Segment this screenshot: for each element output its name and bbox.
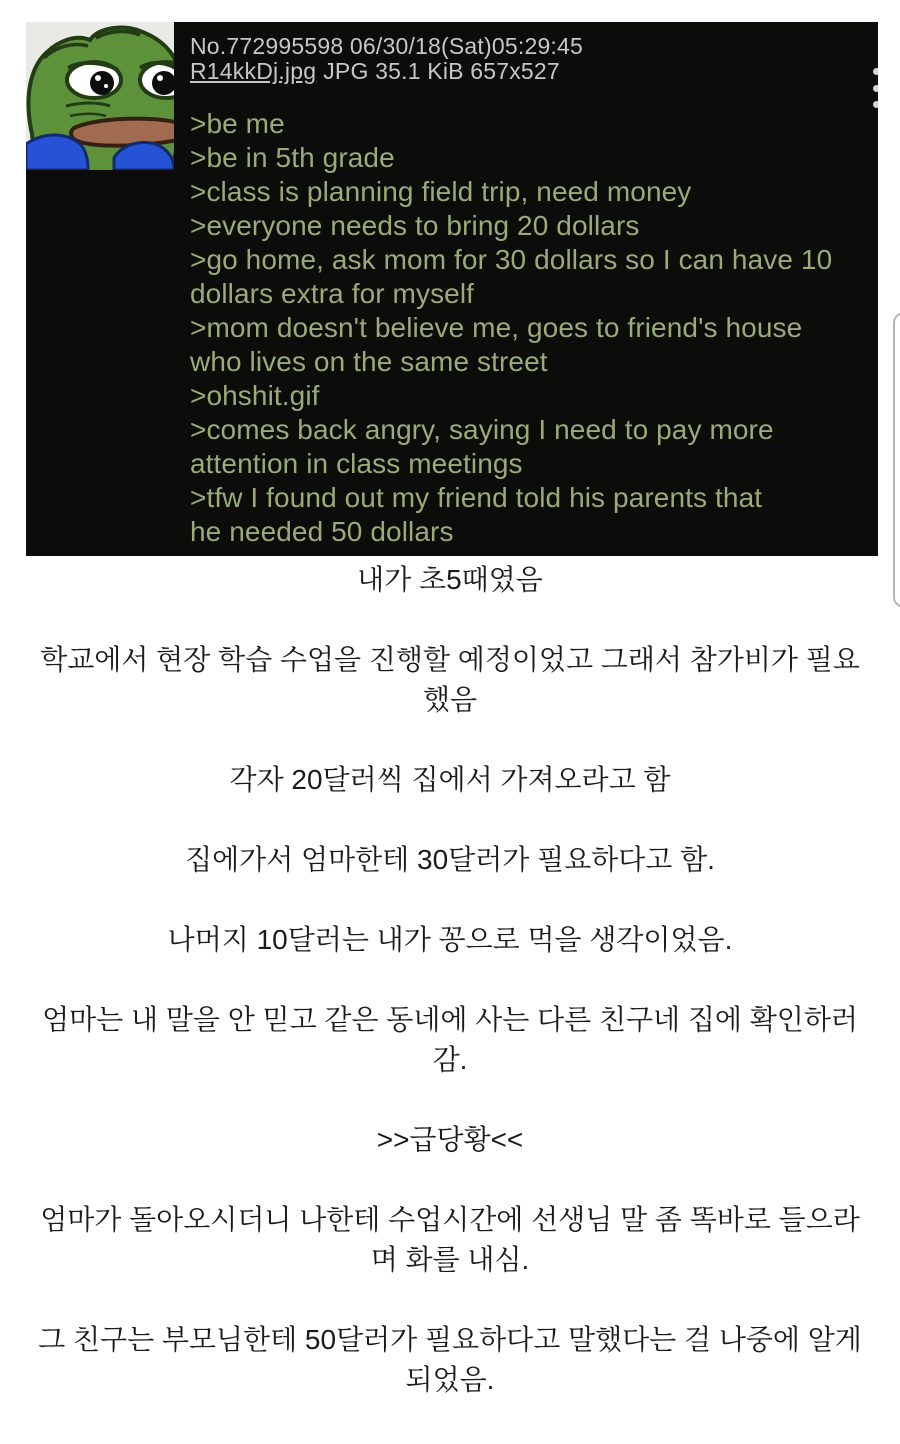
- greentext-line: dollars extra for myself: [190, 278, 475, 309]
- translation-paragraph: [0, 840, 900, 880]
- greentext-line: >ohshit.gif: [190, 380, 320, 411]
- translation-line: 되었음.: [405, 1364, 495, 1395]
- greentext-line: attention in class meetings: [190, 448, 523, 479]
- file-info: JPG 35.1 KiB 657x527: [323, 58, 560, 84]
- translation-line: 했음: [422, 684, 478, 715]
- post-number-timestamp: No.772995598 06/30/18(Sat)05:29:45: [190, 33, 584, 59]
- post-file-line: [190, 59, 583, 84]
- kebab-menu-icon[interactable]: [866, 68, 878, 108]
- translation-paragraph: [0, 560, 900, 600]
- greentext-line: >comes back angry, saying I need to pay more: [190, 414, 774, 445]
- greentext-line: >mom doesn't believe me, goes to friend's house: [190, 312, 803, 343]
- file-link[interactable]: R14kkDj.jpg: [190, 58, 317, 84]
- greentext-line: >class is planning field trip, need money: [190, 176, 692, 207]
- sad-pepe-icon: [26, 22, 174, 170]
- translation-line: 엄마가 돌아오시더니 나한테 수업시간에 선생님 말 좀 똑바로 들으라: [40, 1204, 860, 1235]
- greentext-line: >be in 5th grade: [190, 142, 395, 173]
- greentext-line: >be me: [190, 108, 285, 139]
- translation-line: 감.: [432, 1044, 468, 1075]
- translation-line: 며 화를 내심.: [370, 1244, 530, 1275]
- translation-line: 각자 20달러씩 집에서 가져오라고 함: [229, 764, 671, 795]
- translation-paragraph: [0, 760, 900, 800]
- post-header: [190, 34, 583, 84]
- translation-paragraph: [0, 1120, 900, 1160]
- greentext-line: he needed 50 dollars: [190, 516, 454, 547]
- translation-section: [0, 560, 900, 1440]
- greentext-line: >go home, ask mom for 30 dollars so I can have 10: [190, 244, 833, 275]
- greentext-line: >tfw I found out my friend told his parents that: [190, 482, 763, 513]
- greentext-line: >everyone needs to bring 20 dollars: [190, 210, 640, 241]
- sad-pepe-thumbnail: [26, 22, 174, 170]
- translation-paragraph: [0, 640, 900, 720]
- greentext-line: who lives on the same street: [190, 346, 548, 377]
- greentext-post-image: [26, 22, 878, 556]
- translation-line: 나머지 10달러는 내가 꽁으로 먹을 생각이었음.: [167, 924, 733, 955]
- translation-line: 그 친구는 부모님한테 50달러가 필요하다고 말했다는 걸 나중에 알게: [38, 1324, 862, 1355]
- translation-paragraph: [0, 1320, 900, 1400]
- translation-line: 엄마는 내 말을 안 믿고 같은 동네에 사는 다른 친구네 집에 확인하러: [42, 1004, 858, 1035]
- translation-line: 학교에서 현장 학습 수업을 진행할 예정이었고 그래서 참가비가 필요: [40, 644, 860, 675]
- translation-paragraph: [0, 920, 900, 960]
- translation-paragraph: [0, 1000, 900, 1080]
- translation-line: >>급당황<<: [376, 1124, 524, 1155]
- translation-line: 내가 초5때였음: [357, 564, 543, 595]
- greentext-body: [190, 107, 832, 549]
- translation-line: 집에가서 엄마한테 30달러가 필요하다고 함.: [185, 844, 715, 875]
- translation-paragraph: [0, 1200, 900, 1280]
